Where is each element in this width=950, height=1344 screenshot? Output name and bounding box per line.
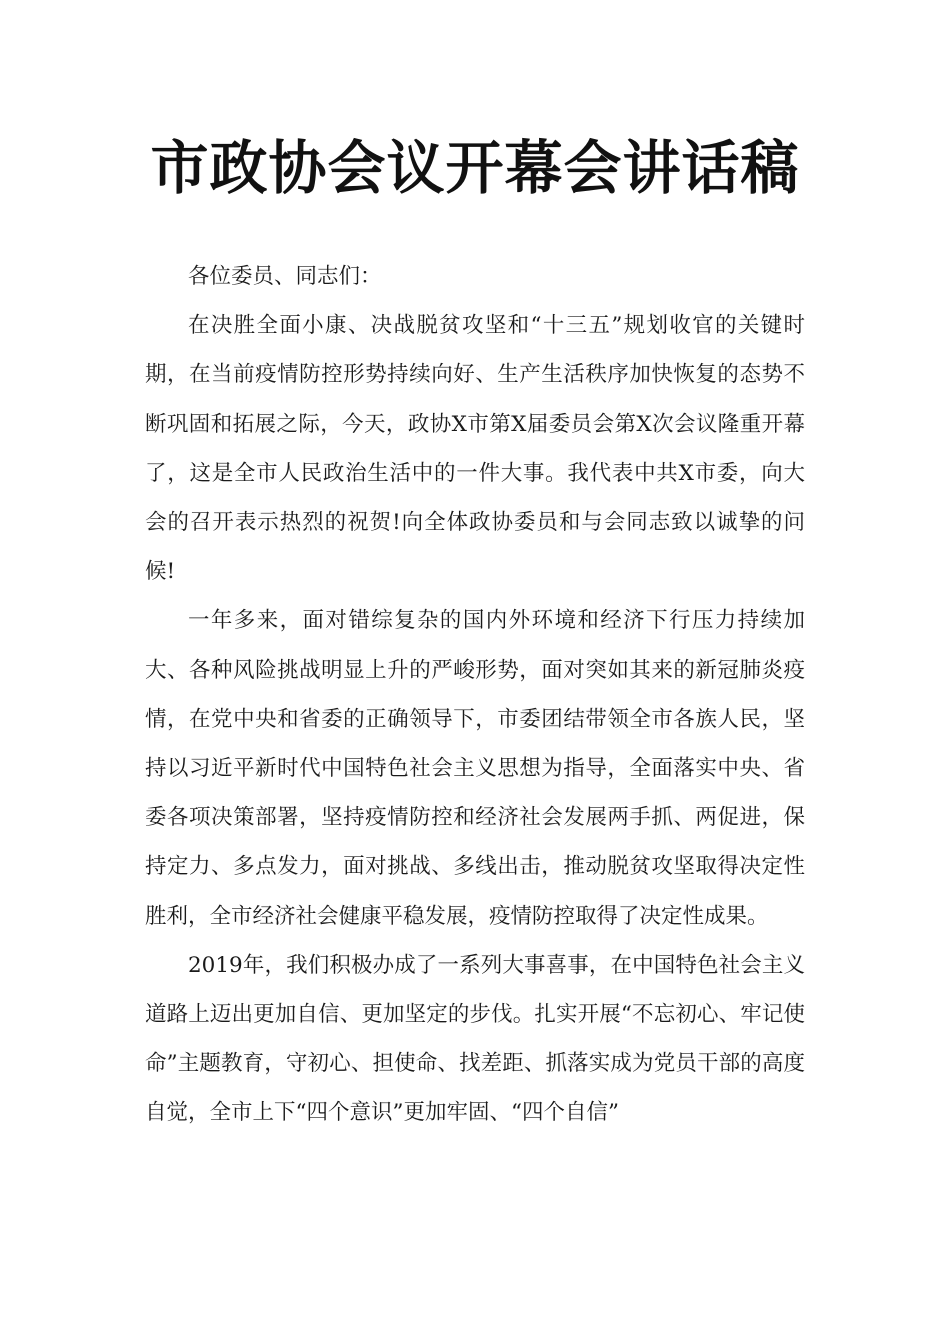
document-title: 市政协会议开幕会讲话稿 <box>150 134 800 202</box>
body-paragraph: 2019年，我们积极办成了一系列大事喜事，在中国特色社会主义道路上迈出更加自信、更加坚定的步伐。扎实开展“不忘初心、牢记使命”主题教育，守初心、担使命、找差距、抓落实成为党员干部的高度自觉，全市上下“四个意识”更加牢固、“四个自信” <box>145 952 805 1126</box>
salutation-paragraph: 各位委员、同志们： <box>188 264 382 289</box>
body-paragraph: 一年多来，面对错综复杂的国内外环境和经济下行压力持续加大、各种风险挑战明显上升的严峻形势，面对突如其来的新冠肺炎疫情，在党中央和省委的正确领导下，市委团结带领全市各族人民，坚持以习近平新时代中国特色社会主义思想为指导，全面落实中央、省委各项决策部署，坚持疫情防控和经济社会发展两手抓、两促进，保持定力、多点发力，面对挑战、多线出击，推动脱贫攻坚取得决定性胜利，全市经济社会健康平稳发展，疫情防控取得了决定性成果。 <box>145 608 805 929</box>
body-paragraph: 在决胜全面小康、决战脱贫攻坚和“十三五”规划收官的关键时期，在当前疫情防控形势持续向好、生产生活秩序加快恢复的态势不断巩固和拓展之际，今天，政协X市第X届委员会第X次会议隆重开幕了，这是全市人民政治生活中的一件大事。我代表中共X市委，向大会的召开表示热烈的祝贺!向全体政协委员和与会同志致以诚挚的问候! <box>145 313 805 585</box>
document-body <box>145 252 805 1138</box>
